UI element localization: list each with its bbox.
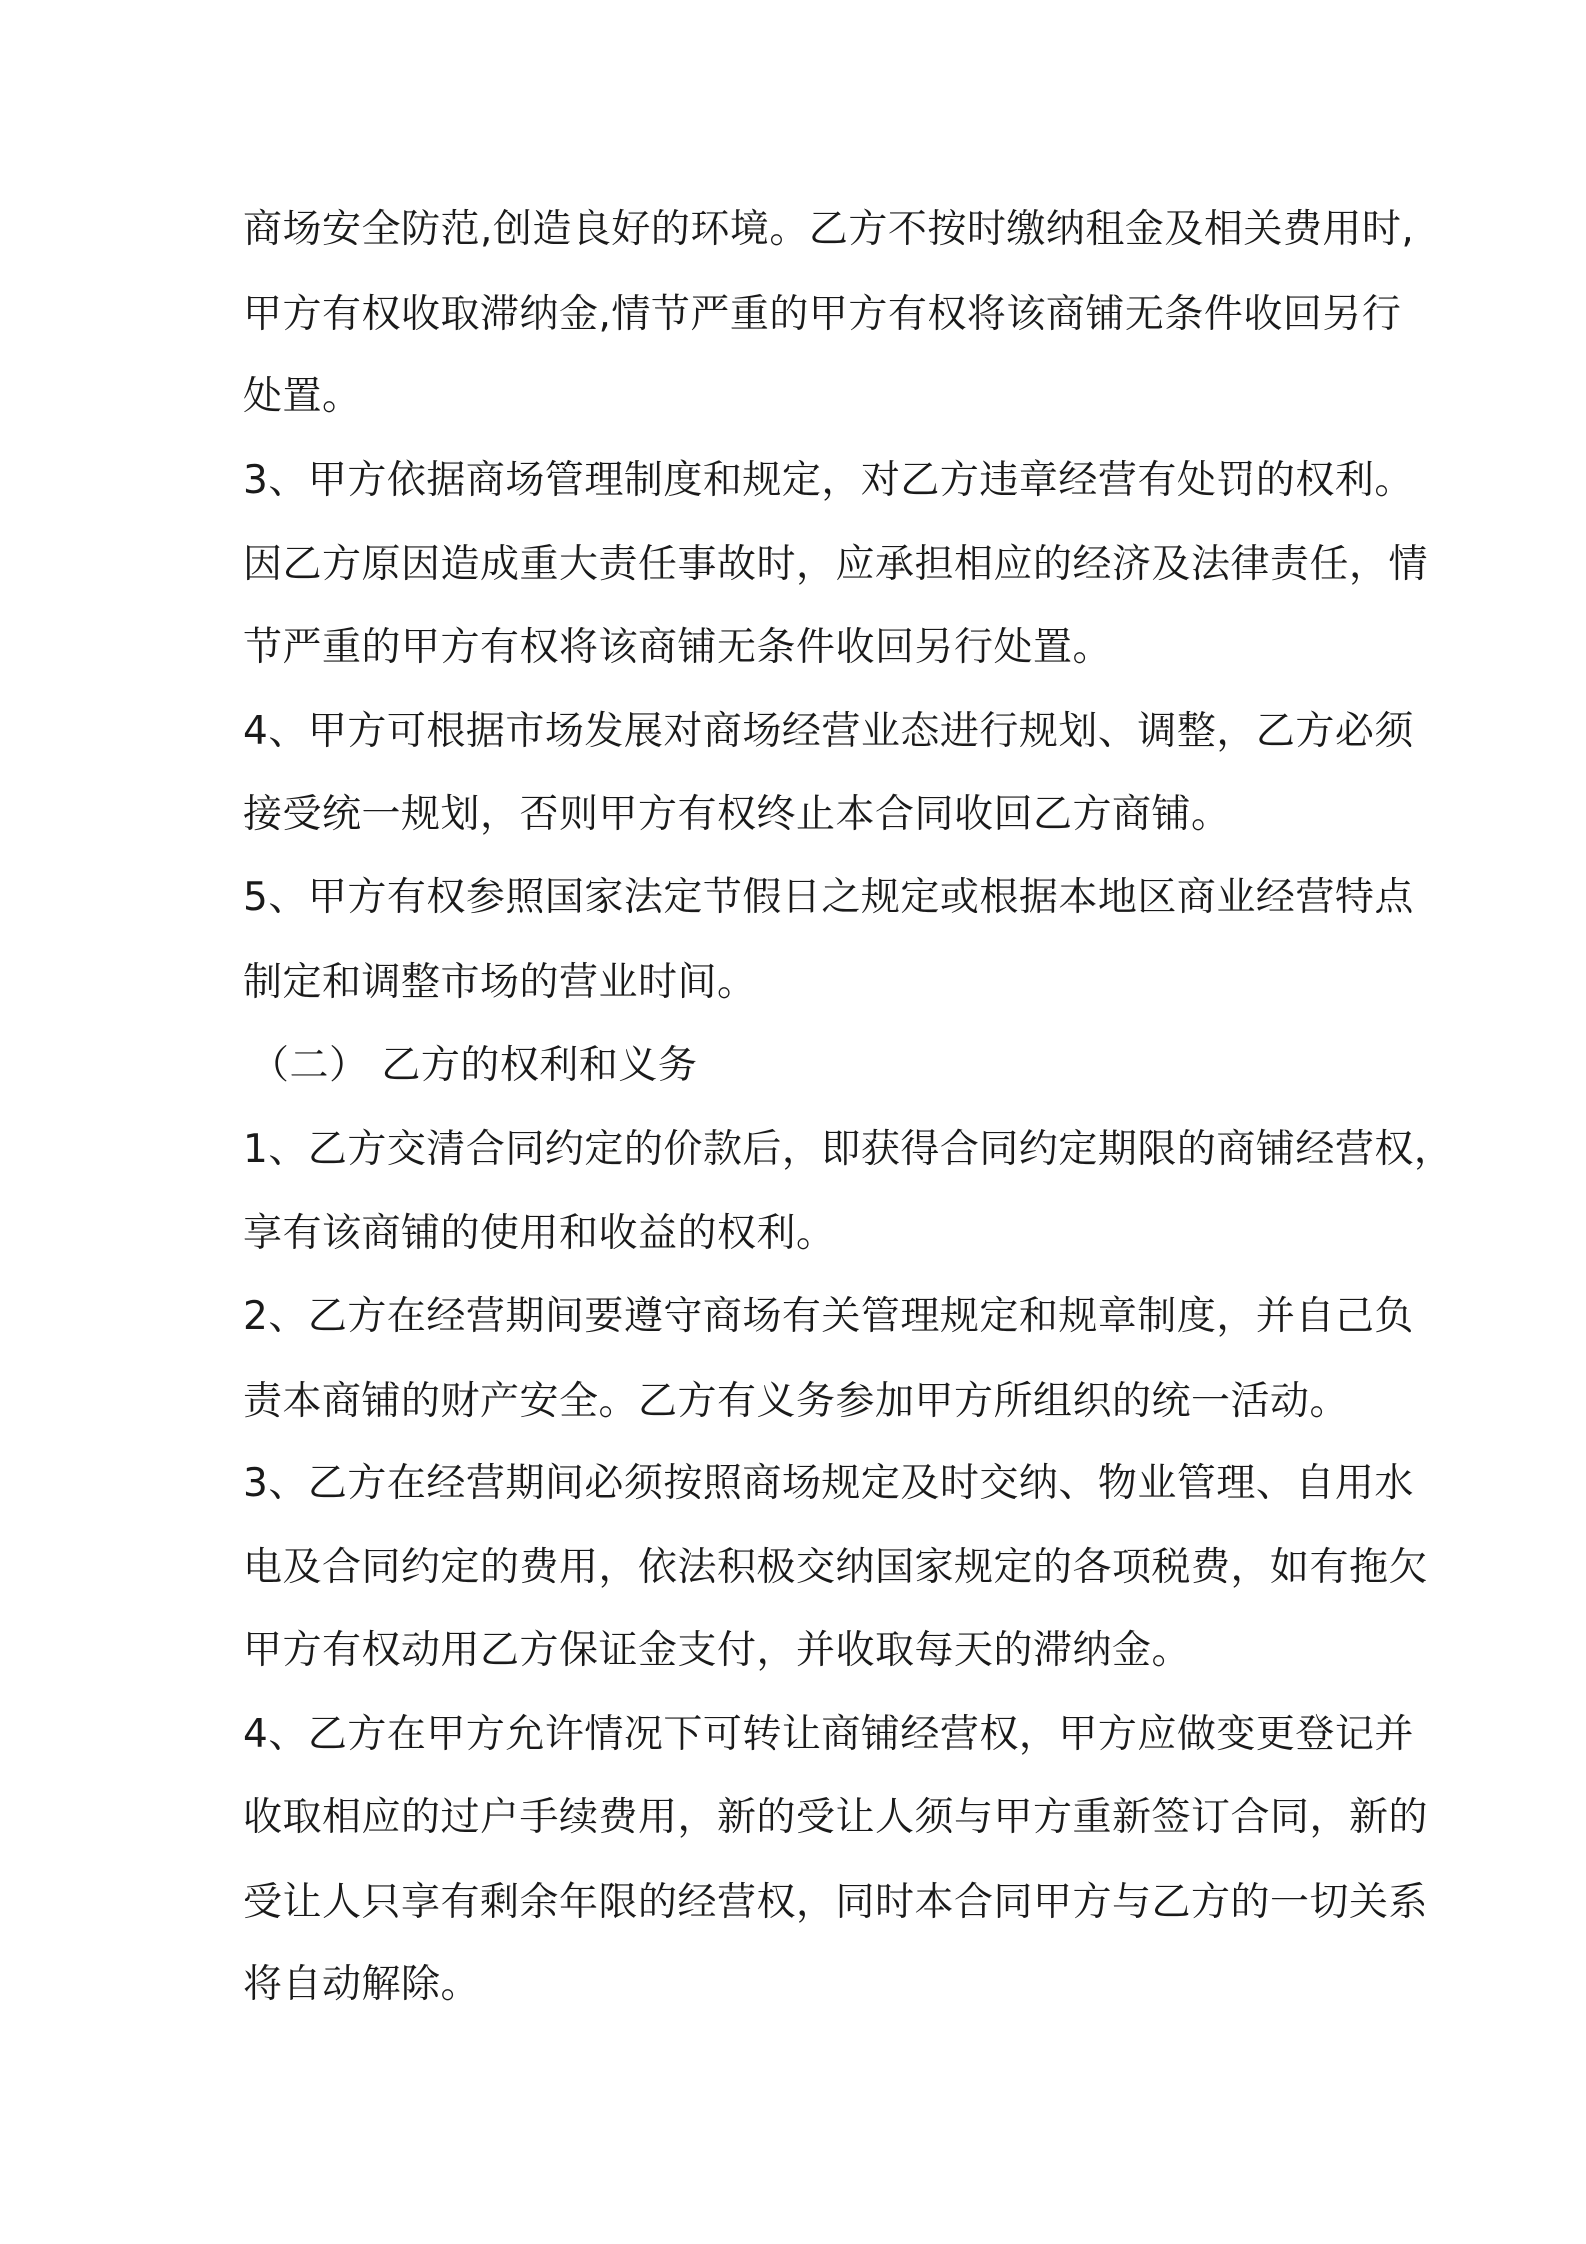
section-heading: （二） 乙方的权利和义务	[250, 1043, 698, 1088]
text-line: 节严重的甲方有权将该商铺无条件收回另行处置。	[243, 625, 1113, 670]
text-line: 5、甲方有权参照国家法定节假日之规定或根据本地区商业经营特点	[243, 875, 1414, 920]
text-line: 享有该商铺的使用和收益的权利。	[243, 1211, 836, 1256]
text-line: 4、乙方在甲方允许情况下可转让商铺经营权，甲方应做变更登记并	[243, 1712, 1414, 1757]
text-line: 1、乙方交清合同约定的价款后，即获得合同约定期限的商铺经营权，	[243, 1127, 1454, 1172]
text-line: 甲方有权动用乙方保证金支付，并收取每天的滞纳金。	[243, 1628, 1192, 1673]
text-line: 制定和调整市场的营业时间。	[243, 960, 757, 1005]
text-line: 因乙方原因造成重大责任事故时，应承担相应的经济及法律责任，情	[243, 542, 1429, 587]
text-line: 甲方有权收取滞纳金,情节严重的甲方有权将该商铺无条件收回另行	[243, 292, 1402, 337]
text-line: 商场安全防范,创造良好的环境。乙方不按时缴纳租金及相关费用时,	[243, 207, 1415, 252]
text-line: 受让人只享有剩余年限的经营权，同时本合同甲方与乙方的一切关系	[243, 1880, 1429, 1925]
text-line: 4、甲方可根据市场发展对商场经营业态进行规划、调整，乙方必须	[243, 709, 1414, 754]
text-line: 3、甲方依据商场管理制度和规定，对乙方违章经营有处罚的权利。	[243, 458, 1414, 503]
text-line: 3、乙方在经营期间必须按照商场规定及时交纳、物业管理、自用水	[243, 1461, 1414, 1506]
text-line: 将自动解除。	[243, 1962, 481, 2007]
text-line: 责本商铺的财产安全。乙方有义务参加甲方所组织的统一活动。	[243, 1379, 1350, 1424]
text-line: 处置。	[243, 374, 362, 419]
text-line: 电及合同约定的费用，依法积极交纳国家规定的各项税费，如有拖欠	[243, 1545, 1429, 1590]
text-line: 收取相应的过户手续费用，新的受让人须与甲方重新签订合同，新的	[243, 1795, 1429, 1840]
text-line: 2、乙方在经营期间要遵守商场有关管理规定和规章制度，并自己负	[243, 1294, 1414, 1339]
text-line: 接受统一规划，否则甲方有权终止本合同收回乙方商铺。	[243, 792, 1231, 837]
